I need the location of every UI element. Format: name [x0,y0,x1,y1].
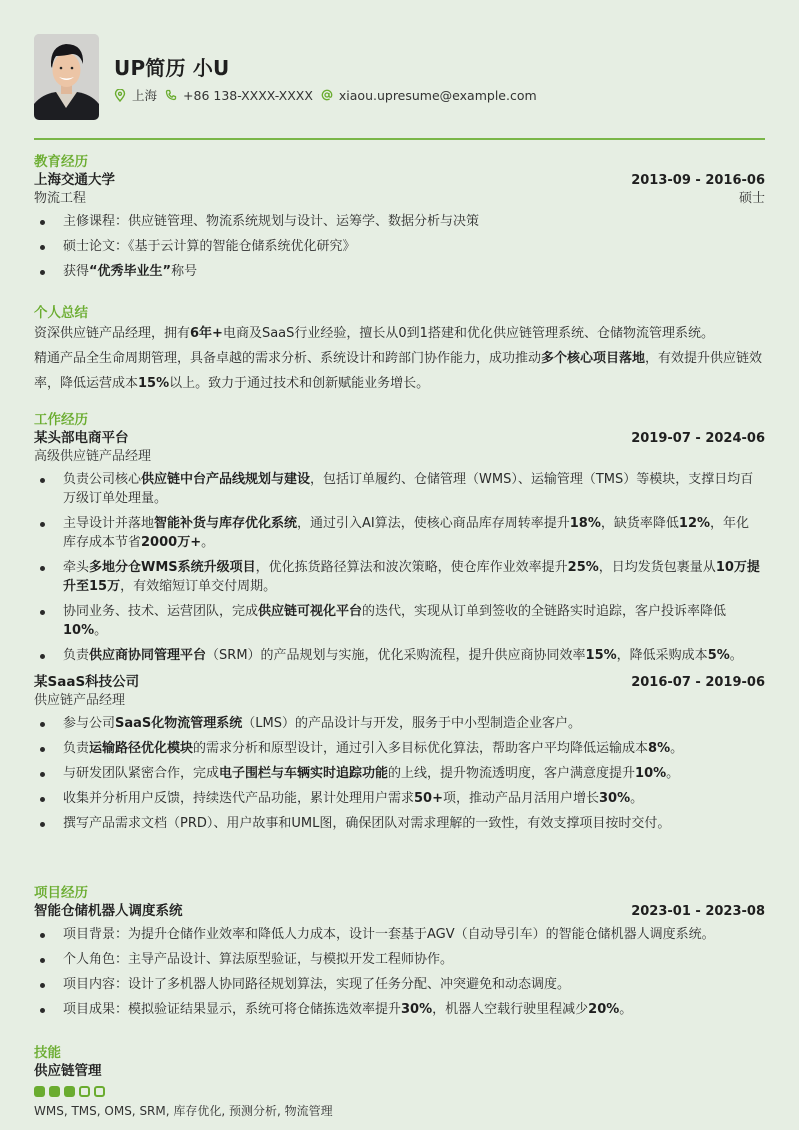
phone-text: +86 138-XXXX-XXXX [183,87,313,103]
list-item [34,950,765,969]
body-text: 的上线，提升物流透明度，客户满意度提升 [388,766,636,781]
body-text: 负责 [63,741,90,756]
empty-dot-icon [79,1086,90,1097]
project-bullets [34,925,765,1019]
education-dates: 2013-09 - 2016-06 [631,173,765,188]
list-item [34,925,765,944]
section-title-work: 工作经历 [34,412,88,428]
filled-dot-icon [64,1086,75,1097]
body-text: 参与公司 [63,716,116,731]
body-text: 精通产品全生命周期管理，具备卓越的需求分析、系统设计和跨部门协作能力，成功推动 [34,351,542,366]
body-text: 负责公司核心 [63,472,142,487]
highlight-text: 10% [63,623,95,638]
body-text: 主修课程：供应链管理、物流系统规划与设计、运筹学、数据分析与决策 [63,214,480,229]
highlight-text: 30% [599,791,631,806]
highlight-text: 30% [401,1002,433,1017]
job-dates: 2019-07 - 2024-06 [631,431,765,446]
body-text: ，缺货率降低 [600,516,679,531]
list-item [34,1000,765,1019]
list-item [34,789,765,808]
avatar [34,34,99,120]
map-pin-icon [114,89,126,102]
section-title-education: 教育经历 [34,154,88,170]
body-text: 以上。致力于通过技术和创新赋能业务增长。 [169,376,430,391]
body-text: 收集并分析用户反馈，持续迭代产品功能，累计处理用户需求 [63,791,415,806]
body-text: ，包括订单履约、仓储管理（WMS）、运输管理（TMS）等模块，支撑日均百万级订单处理量。 [63,472,754,506]
highlight-text: 12% [678,516,711,531]
body-text: ，日均发货包裹量从 [598,560,716,575]
highlight-text: 2000万+ [141,535,202,550]
email-link[interactable]: xiaou.upresume@example.com [338,87,537,103]
body-text: ，降低采购成本 [616,648,708,663]
project-name: 智能仓储机器人调度系统 [34,903,183,919]
body-text: ，有效缩短订单交付周期。 [120,579,277,594]
section-title-summary: 个人总结 [34,305,88,321]
highlight-text: 电子围栏与车辆实时追踪功能 [219,766,389,781]
body-text: 项，推动产品月活用户增长 [443,791,600,806]
highlight-text: 50+ [414,791,443,806]
location-text: 上海 [132,88,158,103]
body-text: 电商及SaaS行业经验，擅长从0到1搭建和优化供应链管理系统、仓储物流管理系统。 [222,326,714,341]
list-item [34,262,765,281]
skill-keywords: WMS, TMS, OMS, SRM, 库存优化, 预测分析, 物流管理 [34,1104,333,1118]
list-item [34,764,765,783]
list-item [34,558,765,596]
list-item [34,470,765,508]
body-text: 的迭代，实现从订单到签收的全链路实时追踪，客户投诉率降低 [362,604,727,619]
body-text: 。 [729,648,743,663]
candidate-name: UP简历 小U [114,56,230,80]
highlight-text: 15% [585,648,617,663]
body-text: 负责 [63,648,90,663]
contact-email [321,88,537,103]
filled-dot-icon [34,1086,45,1097]
highlight-text: 8% [648,741,671,756]
highlight-text: 15% [138,376,170,391]
highlight-text: 20% [588,1002,620,1017]
highlight-text: 6年+ [190,326,223,341]
contact-phone [165,88,313,103]
highlight-text: 10% [635,766,667,781]
phone-icon [165,89,177,101]
body-text: ，机器人空载行驶里程减少 [432,1002,589,1017]
body-text: 主导设计并落地 [63,516,155,531]
job-role: 供应链产品经理 [34,693,126,708]
body-text: 项目背景：为提升仓储作业效率和降低人力成本，设计一套基于AGV（自动导引车）的智能仓储机器人调度系统。 [63,927,715,942]
major: 物流工程 [34,191,87,206]
header-divider [34,138,765,140]
body-text: 的需求分析和原型设计，通过引入多目标优化算法，帮助客户平均降低运输成本 [193,741,649,756]
list-item [34,514,765,552]
list-item [34,739,765,758]
school-name: 上海交通大学 [34,172,115,188]
job-entry [34,429,765,665]
body-text: 个人角色：主导产品设计、算法原型验证，与模拟开发工程师协作。 [63,952,454,967]
degree: 硕士 [738,191,765,206]
body-text: （SRM）的产品规划与实施，优化采购流程，提升供应商协同效率 [206,648,586,663]
education-section [34,153,765,287]
body-text: 。 [630,791,644,806]
summary-section [34,304,765,396]
body-text: 。 [666,766,680,781]
body-text: 项目内容：设计了多机器人协同路径规划算法，实现了任务分配、冲突避免和动态调度。 [63,977,571,992]
skills-section [34,1044,765,1119]
contact-location [114,86,157,104]
highlight-text: 智能补货与库存优化系统 [154,516,298,531]
body-text: ，通过引入AI算法，使核心商品库存周转率提升 [297,516,570,531]
company-name: 某头部电商平台 [34,430,129,446]
list-item [34,602,765,640]
highlight-text: 5% [707,648,730,663]
summary-paragraph [34,322,765,346]
highlight-text: 供应商协同管理平台 [89,648,207,663]
highlight-text: 18% [569,516,601,531]
education-bullets [34,212,765,281]
list-item [34,212,765,231]
company-name: 某SaaS科技公司 [34,674,140,690]
projects-section [34,884,765,1025]
resume-header [34,34,765,120]
list-item [34,814,765,833]
body-text: 项目成果：模拟验证结果显示，系统可将仓储拣选效率提升 [63,1002,402,1017]
body-text: 。 [670,741,684,756]
highlight-text: 供应链可视化平台 [258,604,363,619]
list-item [34,646,765,665]
project-dates: 2023-01 - 2023-08 [631,904,765,919]
body-text: 。 [94,623,108,638]
job-bullets [34,470,765,665]
body-text: 资深供应链产品经理，拥有 [34,326,191,341]
empty-dot-icon [94,1086,105,1097]
highlight-text: 10万提升至15万 [63,560,760,594]
body-text: 硕士论文：《基于云计算的智能仓储系统优化研究》 [63,239,356,254]
job-bullets [34,714,765,833]
highlight-text: 多个核心项目落地 [541,351,646,366]
list-item [34,714,765,733]
body-text: 。 [201,535,215,550]
skill-level-rating [34,1086,765,1097]
body-text: 。 [619,1002,633,1017]
work-section [34,411,765,839]
body-text: 协同业务、技术、运营团队，完成 [63,604,259,619]
summary-paragraph [34,346,765,396]
body-text: ，年化库存成本节省 [63,516,750,550]
job-entry [34,673,765,833]
filled-dot-icon [49,1086,60,1097]
contact-info [114,86,545,104]
list-item [34,237,765,256]
highlight-text: 供应链中台产品线规划与建设 [141,472,311,487]
body-text: ，优化拣货路径算法和波次策略，使仓库作业效率提升 [255,560,568,575]
body-text: 称号 [171,264,198,279]
highlight-text: 25% [567,560,599,575]
at-sign-icon [321,89,333,101]
body-text: 获得 [63,264,90,279]
body-text: ，有效提升供应链效率，降低运营成本 [34,351,763,391]
highlight-text: SaaS化物流管理系统 [115,716,243,731]
section-title-skills: 技能 [34,1045,61,1061]
job-role: 高级供应链产品经理 [34,449,152,464]
highlight-text: “优秀毕业生” [89,264,172,279]
section-title-projects: 项目经历 [34,885,88,901]
highlight-text: 运输路径优化模块 [89,741,194,756]
body-text: 与研发团队紧密合作，完成 [63,766,220,781]
highlight-text: 多地分仓WMS系统升级项目 [89,560,256,575]
body-text: 撰写产品需求文档（PRD）、用户故事和UML图，确保团队对需求理解的一致性，有效支撑项目按时交付。 [63,816,671,831]
body-text: （LMS）的产品设计与开发，服务于中小型制造企业客户。 [242,716,582,731]
job-dates: 2016-07 - 2019-06 [631,675,765,690]
skill-name: 供应链管理 [34,1063,102,1079]
body-text: 牵头 [63,560,90,575]
list-item [34,975,765,994]
